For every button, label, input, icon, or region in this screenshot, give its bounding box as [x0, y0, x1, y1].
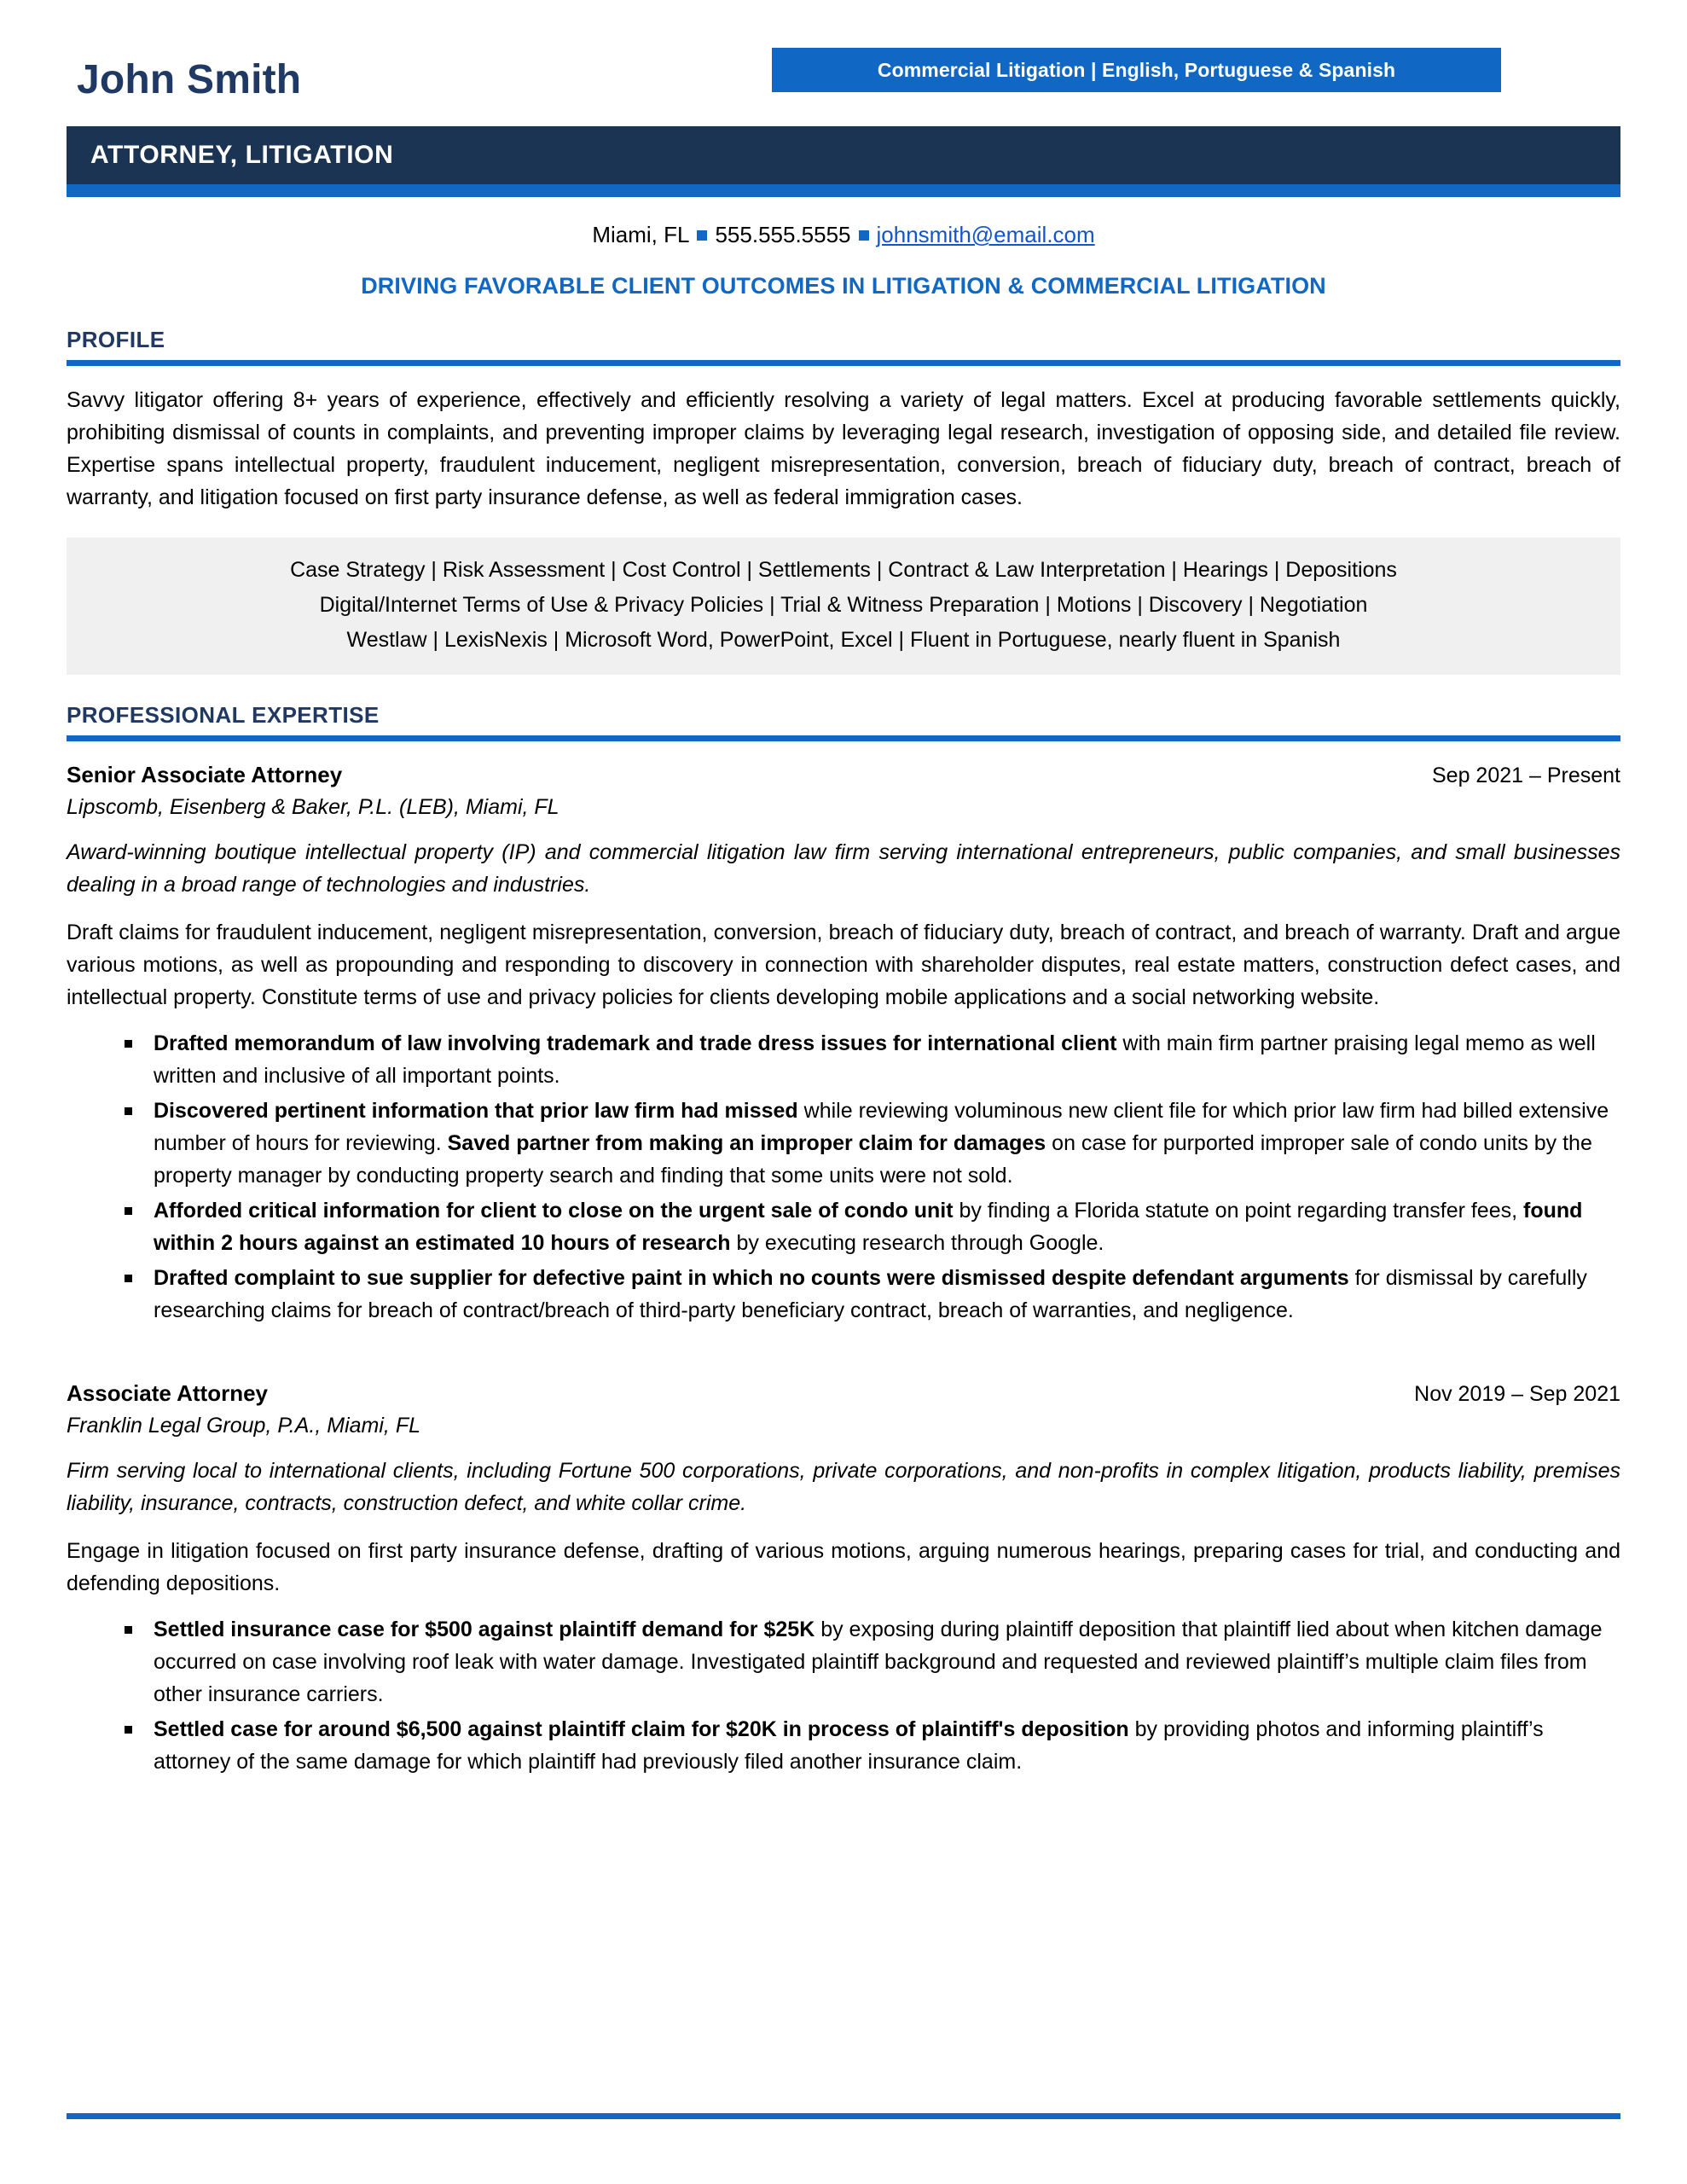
skills-box	[67, 537, 1620, 675]
skills-line: Digital/Internet Terms of Use & Privacy Policies | Trial & Witness Preparation | Motions | Discovery | Negotiation	[319, 593, 1368, 617]
experience-entry	[67, 762, 1620, 1327]
bullet-marker-icon	[125, 1207, 132, 1215]
bullet-highlight-text: Afforded critical information for client to close on the urgent sale of condo unit	[154, 1199, 954, 1223]
job-bullet-list	[67, 1613, 1620, 1778]
contact-email-link[interactable]: johnsmith@email.com	[876, 222, 1095, 247]
footer-rule	[67, 2113, 1620, 2119]
experience-entry-header	[67, 1380, 1620, 1407]
bullet-marker-icon	[125, 1107, 132, 1115]
job-bullet-item	[118, 1713, 1620, 1778]
job-title: ATTORNEY, LITIGATION	[90, 141, 394, 169]
job-description: Engage in litigation focused on first party insurance defense, drafting of various motions, arguing numerous hearings, preparing cases for trial, and conducting and defending depositions.	[67, 1539, 1620, 1595]
bullet-highlight-text: found within 2 hours against an estimated 10 hours of research	[154, 1199, 1583, 1255]
bullet-highlight-text: Saved partner from making an improper claim for damages	[447, 1131, 1046, 1155]
experience-section-header	[67, 702, 1620, 741]
bullet-marker-icon	[125, 1275, 132, 1282]
job-company-blurb: Award-winning boutique intellectual property (IP) and commercial litigation law firm serving international entrepreneurs, public companies, and small businesses dealing in a broad range of technologies and industries.	[67, 840, 1620, 897]
profile-section-header	[67, 327, 1620, 366]
bullet-separator-icon	[859, 230, 869, 241]
contact-phone: 555.555.5555	[715, 222, 851, 247]
job-role: Associate Attorney	[67, 1380, 268, 1406]
job-company: Franklin Legal Group, P.A., Miami, FL	[67, 1414, 420, 1438]
profile-text: Savvy litigator offering 8+ years of experience, effectively and efficiently resolving a variety of legal matters. Excel at producing favorable settlements quickly, prohibiting dismissal of counts in complaints, and preventing improper claims by leveraging legal research, investigation of opposing side, and detailed file review. Expertise spans intellectual property, fraudulent inducement, negligent misrepresentation, conversion, breach of fiduciary duty, breach of contract, breach of warranty, and litigation focused on first party insurance defense, as well as federal immigration cases.	[67, 388, 1620, 509]
bullet-highlight-text: Settled insurance case for $500 against plaintiff demand for $25K	[154, 1618, 815, 1641]
profile-section-title: PROFILE	[67, 327, 165, 352]
bullet-highlight-text: Discovered pertinent information that prior law firm had missed	[154, 1099, 798, 1123]
job-dates: Sep 2021 – Present	[1432, 764, 1620, 787]
job-bullet-item	[118, 1095, 1620, 1192]
bullet-body-text: for dismissal by carefully researching claims for breach of contract/breach of third-party beneficiary contract, breach of warranties, and negligence.	[154, 1266, 1587, 1322]
experience-entry-header	[67, 762, 1620, 788]
bullet-separator-icon	[697, 230, 707, 241]
jobs-container	[67, 762, 1620, 1778]
bullet-body-text: on case for purported improper sale of condo units by the property manager by conducting property search and finding that some units were not sold.	[154, 1131, 1592, 1188]
section-rule	[67, 735, 1620, 741]
contact-line	[0, 220, 1687, 249]
job-bullet-item	[118, 1027, 1620, 1092]
bullet-body-text: by exposing during plaintiff deposition that plaintiff lied about when kitchen damage occurred on case involving roof leak with water damage. Investigated plaintiff background and requested and reviewed plaintiff’s multiple claim files from other insurance carriers.	[154, 1618, 1603, 1706]
resume-header	[0, 0, 1687, 299]
job-role: Senior Associate Attorney	[67, 762, 343, 787]
candidate-name: John Smith	[77, 57, 302, 102]
experience-section-title: PROFESSIONAL EXPERTISE	[67, 702, 380, 728]
experience-entry	[67, 1380, 1620, 1778]
resume-content	[0, 327, 1687, 1778]
title-underbar	[67, 184, 1620, 197]
job-bullet-list	[67, 1027, 1620, 1327]
job-bullet-item	[118, 1613, 1620, 1711]
bullet-marker-icon	[125, 1726, 132, 1734]
skills-line: Westlaw | LexisNexis | Microsoft Word, PowerPoint, Excel | Fluent in Portuguese, nearly fluent in Spanish	[346, 628, 1341, 652]
bullet-body-text: while reviewing voluminous new client file for which prior law firm had billed extensive number of hours for reviewing.	[154, 1099, 1609, 1155]
bullet-highlight-text: Drafted complaint to sue supplier for defective paint in which no counts were dismissed despite defendant arguments	[154, 1266, 1349, 1290]
bullet-body-text: with main firm partner praising legal memo as well written and inclusive of all important points.	[154, 1031, 1596, 1088]
specialty-badge: Commercial Litigation | English, Portuguese & Spanish	[772, 48, 1501, 92]
job-description: Draft claims for fraudulent inducement, negligent misrepresentation, conversion, breach of fiduciary duty, breach of contract, and breach of warranty. Draft and argue various motions, as well as propounding and responding to discovery in connection with shareholder disputes, real estate matters, construction defect cases, and intellectual property. Constitute terms of use and privacy policies for clients developing mobile applications and a social networking website.	[67, 921, 1620, 1009]
resume-headline: DRIVING FAVORABLE CLIENT OUTCOMES IN LITIGATION & COMMERCIAL LITIGATION	[361, 273, 1326, 299]
bullet-marker-icon	[125, 1626, 132, 1634]
job-dates: Nov 2019 – Sep 2021	[1414, 1382, 1620, 1406]
entry-spacer	[67, 1329, 1620, 1360]
bullet-marker-icon	[125, 1040, 132, 1048]
job-company-blurb: Firm serving local to international clients, including Fortune 500 corporations, private corporations, and non-profits in complex litigation, products liability, premises liability, insurance, contracts, construction defect, and white collar crime.	[67, 1459, 1620, 1515]
job-bullet-item	[118, 1194, 1620, 1259]
job-bullet-item	[118, 1262, 1620, 1327]
bullet-body-text: by finding a Florida statute on point regarding transfer fees,	[953, 1199, 1524, 1223]
skills-line: Case Strategy | Risk Assessment | Cost Control | Settlements | Contract & Law Interpretation | Hearings | Depositions	[290, 558, 1397, 582]
contact-location: Miami, FL	[592, 222, 690, 247]
bullet-highlight-text: Settled case for around $6,500 against plaintiff claim for $20K in process of plaintiff's deposition	[154, 1717, 1129, 1741]
job-title-bar	[67, 126, 1620, 184]
section-rule	[67, 360, 1620, 366]
bullet-body-text: by providing photos and informing plaintiff’s attorney of the same damage for which plaintiff had previously filed another insurance claim.	[154, 1717, 1544, 1774]
bullet-highlight-text: Drafted memorandum of law involving trademark and trade dress issues for international client	[154, 1031, 1117, 1055]
bullet-body-text: by executing research through Google.	[730, 1231, 1104, 1255]
job-company: Lipscomb, Eisenberg & Baker, P.L. (LEB), Miami, FL	[67, 795, 559, 819]
